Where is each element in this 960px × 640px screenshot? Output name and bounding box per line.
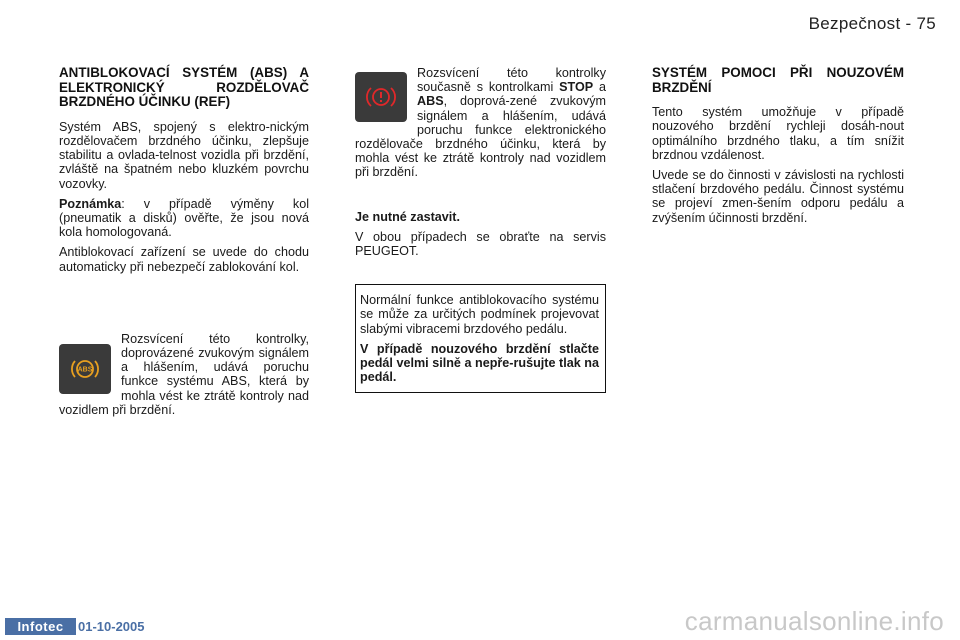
stop-label: STOP — [559, 80, 594, 95]
page-header: Bezpečnost - 75 — [808, 14, 936, 33]
watermark: carmanualsonline.info — [684, 606, 944, 636]
brake-assist-p2: Uvede se do činnosti v závislosti na rychlosti stlačení brzdového pedálu. Činnost systému se projeví zmen-šením odporu pedálu a zvýšením účinnosti brzdění. — [652, 168, 904, 225]
brake-assist-heading: SYSTÉM POMOCI PŘI NOUZOVÉM BRZDĚNÍ — [652, 65, 904, 95]
stop-text: V obou případech se obraťte na servis PEUGEOT. — [355, 229, 606, 259]
abs-warning-block — [59, 332, 309, 417]
ref-text-2: , doprová-zené zvukovým signálem a hlášením, udává poruchu funkce elektronického rozdělovače brzdného účinku, která by mohla vést ke ztrátě kontroly nad vozidlem při brzdění. — [355, 94, 606, 180]
abs-heading: ANTIBLOKOVACÍ SYSTÉM (ABS) A ELEKTRONICKÝ ROZDĚLOVAČ BRZDNÉHO ÚČINKU (REF) — [59, 65, 309, 110]
brake-lamp-symbol-icon — [365, 84, 397, 110]
abs-intro: Systém ABS, spojený s elektro-nickým rozdělovačem brzdného účinku, zlepšuje stabilitu a ovlada-telnost vozidla při brzdění, zvláště na špatném nebo kluzkém povrchu vozovky. — [59, 119, 309, 191]
ref-text-a: a — [593, 80, 606, 95]
abs-warning-text: Rozsvícení této kontrolky, doprovázené zvukovým signálem a hlášením, udává poruchu funkce systému ABS, která by mohla vést ke ztrátě kontroly nad vozidlem při brzdění. — [59, 331, 309, 417]
abs-label: ABS — [417, 94, 444, 109]
abs-warning-lamp-icon — [59, 344, 111, 394]
note-text: : v případě výměny kol (pneumatik a disků) ověřte, že jsou nová kola homologovaná. — [59, 196, 309, 240]
brake-warning-lamp-icon — [355, 72, 407, 122]
abs-lamp-text: ABS — [77, 366, 93, 374]
stop-heading: Je nutné zastavit. — [355, 209, 460, 224]
column-brake-assist — [652, 66, 904, 231]
abs-note — [59, 197, 309, 240]
column-abs — [59, 66, 309, 417]
footer-date: 01-10-2005 — [78, 619, 145, 634]
ref-warning-block — [355, 66, 606, 180]
abs-lamp-symbol-icon — [70, 357, 100, 381]
column-ref — [355, 66, 606, 393]
abs-auto: Antiblokovací zařízení se uvede do chodu automaticky při nebezpečí zablokování kol. — [59, 245, 309, 274]
note-box-text: Normální funkce antiblokovacího systému se může za určitých podmínek projevovat slabými vibracemi brzdového pedálu. — [360, 293, 599, 336]
ref-text-1: Rozsvícení této kontrolky současně s kontrolkami — [417, 66, 606, 95]
note-label: Poznámka — [59, 196, 122, 211]
note-box-warning: V případě nouzového brzdění stlačte pedál velmi silně a nepře-rušujte tlak na pedál. — [360, 341, 599, 385]
infotec-logo: Infotec — [5, 618, 76, 635]
note-box — [355, 284, 606, 393]
brake-assist-p1: Tento systém umožňuje v případě nouzového brzdění rychleji dosáh-nout optimálního brzdného tlaku, a tím snížit brzdnou vzdálenost. — [652, 105, 904, 162]
